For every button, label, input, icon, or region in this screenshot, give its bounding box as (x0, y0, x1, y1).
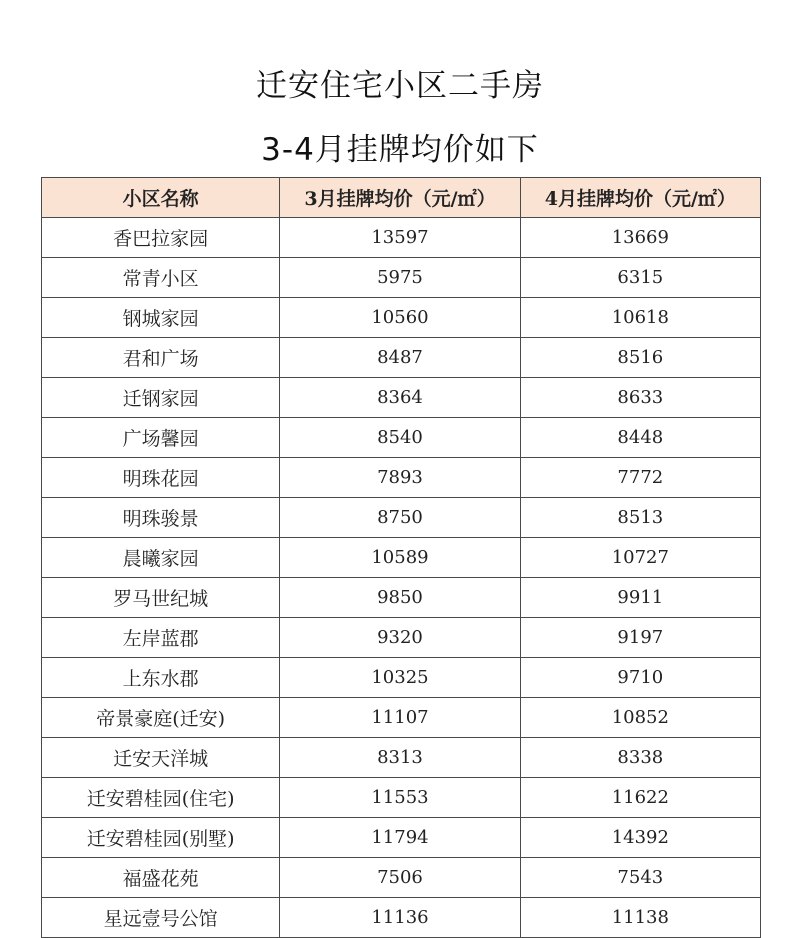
april-price-cell: 8633 (520, 378, 760, 418)
community-name-cell: 左岸蓝郡 (42, 618, 280, 658)
march-price-cell: 10589 (280, 538, 520, 578)
march-price-cell: 11794 (280, 818, 520, 858)
table-row (42, 538, 761, 578)
community-name-cell: 常青小区 (42, 258, 280, 298)
community-name-cell: 星远壹号公馆 (42, 898, 280, 938)
community-name-cell: 福盛花苑 (42, 858, 280, 898)
table-row (42, 338, 761, 378)
community-name-cell: 君和广场 (42, 338, 280, 378)
column-header-march: 3月挂牌均价（元/㎡） (280, 178, 520, 218)
table-row (42, 658, 761, 698)
april-price-cell: 7772 (520, 458, 760, 498)
community-name-cell: 帝景豪庭(迁安) (42, 698, 280, 738)
march-price-cell: 9320 (280, 618, 520, 658)
table-header (42, 178, 761, 218)
community-name-cell: 迁安碧桂园(住宅) (42, 778, 280, 818)
march-price-cell: 10325 (280, 658, 520, 698)
column-header-april: 4月挂牌均价（元/㎡） (520, 178, 760, 218)
community-name-cell: 迁安天洋城 (42, 738, 280, 778)
april-price-cell: 6315 (520, 258, 760, 298)
community-name-cell: 广场馨园 (42, 418, 280, 458)
community-name-cell: 明珠骏景 (42, 498, 280, 538)
april-price-cell: 10727 (520, 538, 760, 578)
march-price-cell: 13597 (280, 218, 520, 258)
march-price-cell: 8364 (280, 378, 520, 418)
april-price-cell: 9911 (520, 578, 760, 618)
table-row (42, 418, 761, 458)
page-subtitle: 3-4月挂牌均价如下 (261, 132, 539, 168)
table-row (42, 898, 761, 938)
april-price-cell: 10852 (520, 698, 760, 738)
april-price-cell: 9710 (520, 658, 760, 698)
table-row (42, 378, 761, 418)
table-row (42, 578, 761, 618)
table-row (42, 618, 761, 658)
community-name-cell: 香巴拉家园 (42, 218, 280, 258)
march-price-cell: 8750 (280, 498, 520, 538)
community-name-cell: 上东水郡 (42, 658, 280, 698)
column-header-name: 小区名称 (42, 178, 280, 218)
table-row (42, 698, 761, 738)
april-price-cell: 14392 (520, 818, 760, 858)
march-price-cell: 11553 (280, 778, 520, 818)
table-row (42, 298, 761, 338)
community-name-cell: 迁钢家园 (42, 378, 280, 418)
header-row (42, 178, 761, 218)
march-price-cell: 10560 (280, 298, 520, 338)
table-row (42, 818, 761, 858)
april-price-cell: 7543 (520, 858, 760, 898)
april-price-cell: 8338 (520, 738, 760, 778)
table-row (42, 858, 761, 898)
table-row (42, 778, 761, 818)
april-price-cell: 11622 (520, 778, 760, 818)
community-name-cell: 明珠花园 (42, 458, 280, 498)
april-price-cell: 8516 (520, 338, 760, 378)
community-name-cell: 迁安碧桂园(别墅) (42, 818, 280, 858)
march-price-cell: 11136 (280, 898, 520, 938)
april-price-cell: 10618 (520, 298, 760, 338)
march-price-cell: 7893 (280, 458, 520, 498)
march-price-cell: 8540 (280, 418, 520, 458)
price-table (41, 177, 761, 938)
table-row (42, 738, 761, 778)
april-price-cell: 8448 (520, 418, 760, 458)
page-title: 迁安住宅小区二手房 (256, 68, 544, 104)
table-body (42, 218, 761, 938)
march-price-cell: 8487 (280, 338, 520, 378)
march-price-cell: 7506 (280, 858, 520, 898)
community-name-cell: 钢城家园 (42, 298, 280, 338)
table-row (42, 458, 761, 498)
community-name-cell: 晨曦家园 (42, 538, 280, 578)
april-price-cell: 13669 (520, 218, 760, 258)
march-price-cell: 8313 (280, 738, 520, 778)
table-row (42, 218, 761, 258)
april-price-cell: 8513 (520, 498, 760, 538)
march-price-cell: 11107 (280, 698, 520, 738)
table-row (42, 258, 761, 298)
community-name-cell: 罗马世纪城 (42, 578, 280, 618)
april-price-cell: 9197 (520, 618, 760, 658)
april-price-cell: 11138 (520, 898, 760, 938)
march-price-cell: 9850 (280, 578, 520, 618)
march-price-cell: 5975 (280, 258, 520, 298)
table-row (42, 498, 761, 538)
